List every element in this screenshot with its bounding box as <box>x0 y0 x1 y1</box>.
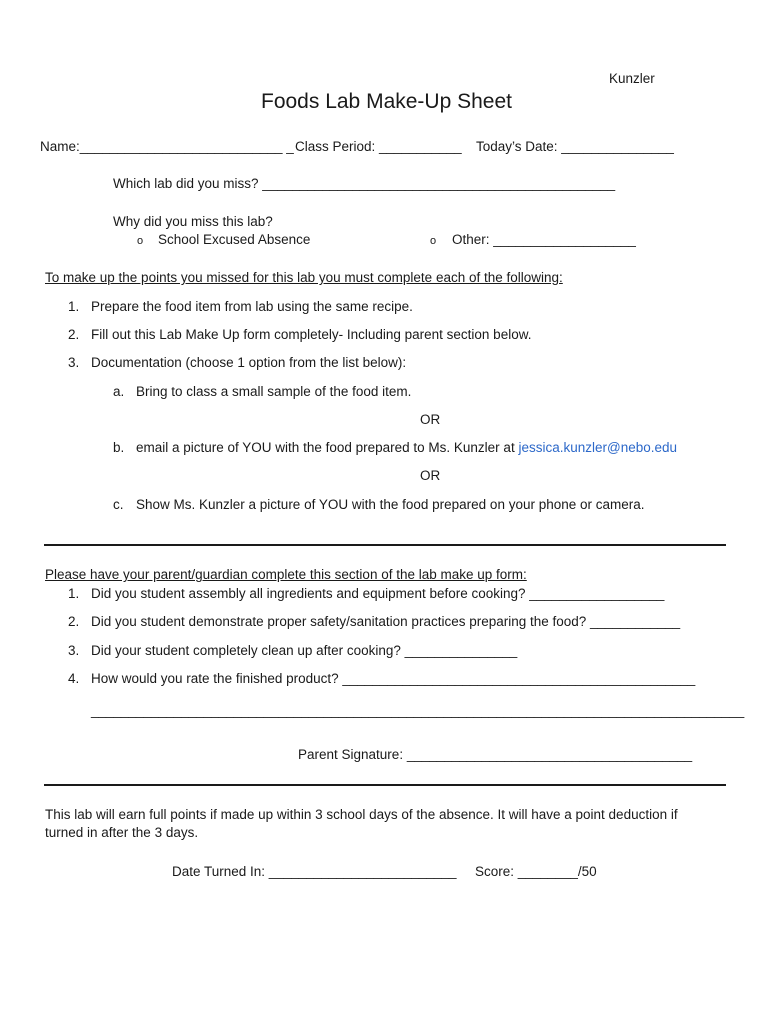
date-turned-in-field[interactable]: Date Turned In: _________________________ <box>172 864 457 879</box>
which-lab-field[interactable]: Which lab did you miss? _______________________________________________ <box>113 176 616 191</box>
parent-question[interactable]: Did you student assembly all ingredients and equipment before cooking? __________________ <box>91 586 665 601</box>
option-text: email a picture of YOU with the food prepared to Ms. Kunzler at <box>136 440 519 455</box>
section-divider <box>44 784 726 786</box>
email-link[interactable]: jessica.kunzler@nebo.edu <box>518 440 677 455</box>
parent-question[interactable]: How would you rate the finished product? _______________________________________________ <box>91 671 696 686</box>
todays-date-field[interactable]: Today’s Date: _______________ <box>476 139 674 154</box>
deadline-note: This lab will earn full points if made up within 3 school days of the absence. It will have a point deduction if <box>45 807 678 822</box>
bullet-icon: o <box>137 235 144 247</box>
option-other[interactable]: Other: ___________________ <box>452 232 636 247</box>
class-period-field[interactable]: Class Period: ___________ <box>295 139 462 154</box>
list-number: 4. <box>68 671 80 686</box>
rating-extra-line[interactable]: _______________________________________________________________________________________ <box>91 703 745 718</box>
name-field[interactable]: Name:___________________________ _ <box>40 139 294 154</box>
option-text <box>136 440 677 455</box>
score-field[interactable]: Score: ________/50 <box>475 864 597 879</box>
list-item: Prepare the food item from lab using the same recipe. <box>91 299 413 314</box>
parent-section-heading: Please have your parent/guardian complete this section of the lab make up form: <box>45 567 527 582</box>
option-letter: a. <box>113 384 125 399</box>
list-item: Documentation (choose 1 option from the list below): <box>91 355 407 370</box>
bullet-icon: o <box>430 235 437 247</box>
parent-signature-field[interactable]: Parent Signature: ______________________________________ <box>298 747 693 762</box>
parent-question[interactable]: Did you student demonstrate proper safety/sanitation practices preparing the food? ____________ <box>91 614 681 629</box>
list-number: 2. <box>68 614 80 629</box>
list-number: 3. <box>68 355 80 370</box>
section-divider <box>44 544 726 546</box>
option-text: Bring to class a small sample of the food item. <box>136 384 412 399</box>
deadline-note: turned in after the 3 days. <box>45 825 199 840</box>
author-name: Kunzler <box>609 71 655 86</box>
why-missed-label: Why did you miss this lab? <box>113 214 273 229</box>
page-title: Foods Lab Make-Up Sheet <box>261 90 512 113</box>
parent-question[interactable]: Did your student completely clean up after cooking? _______________ <box>91 643 518 658</box>
option-text: Show Ms. Kunzler a picture of YOU with the food prepared on your phone or camera. <box>136 497 645 512</box>
option-excused-absence[interactable]: School Excused Absence <box>158 232 311 247</box>
list-number: 1. <box>68 586 80 601</box>
list-number: 3. <box>68 643 80 658</box>
list-number: 1. <box>68 299 80 314</box>
or-label: OR <box>420 412 441 427</box>
option-letter: c. <box>113 497 124 512</box>
list-item: Fill out this Lab Make Up form completely- Including parent section below. <box>91 327 532 342</box>
option-letter: b. <box>113 440 125 455</box>
instructions-heading: To make up the points you missed for this lab you must complete each of the following: <box>45 270 563 285</box>
or-label: OR <box>420 468 441 483</box>
list-number: 2. <box>68 327 80 342</box>
